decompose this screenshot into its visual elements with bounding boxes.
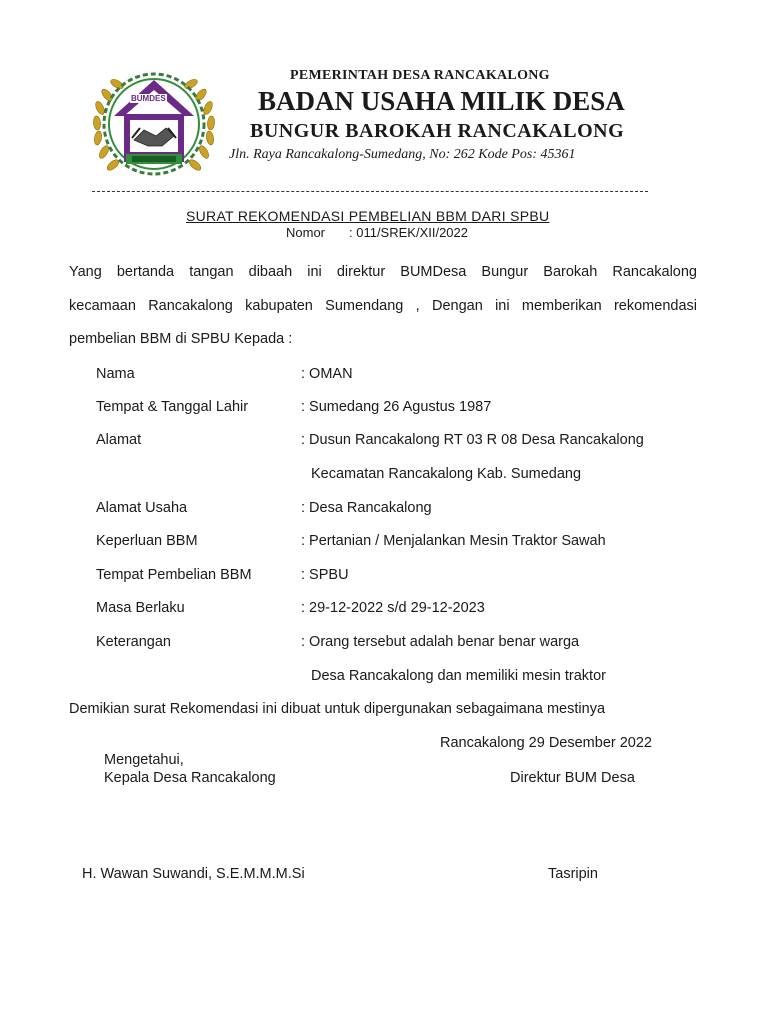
left-signatory-title: Kepala Desa Rancakalong [104,770,276,786]
letterhead-divider [92,191,648,192]
left-signatory-name: H. Wawan Suwandi, S.E.M.M.M.Si [82,866,305,882]
organization-title: BADAN USAHA MILIK DESA [258,86,625,116]
field-label-alamat-usaha: Alamat Usaha [96,500,188,516]
place-date: Rancakalong 29 Desember 2022 [440,735,652,751]
field-value-tempat-pembelian: : SPBU [301,567,349,583]
field-value-alamat: : Dusun Rancakalong RT 03 R 08 Desa Rancakalong [301,432,644,448]
field-value-masa-berlaku: : 29-12-2022 s/d 29-12-2023 [301,600,485,616]
intro-line: Yang bertanda tangan dibaah ini direktur BUMDesa Bungur Barokah Rancakalong [69,264,697,280]
closing-statement: Demikian surat Rekomendasi ini dibuat untuk dipergunakan sebagaimana mestinya [69,701,606,717]
field-value-keperluan: : Pertanian / Menjalankan Mesin Traktor Sawah [301,533,606,549]
intro-line: pembelian BBM di SPBU Kepada : [69,331,293,347]
document-title: SURAT REKOMENDASI PEMBELIAN BBM DARI SPBU [186,208,550,224]
field-value-alamat-usaha: : Desa Rancakalong [301,500,432,516]
field-value-keterangan: : Orang tersebut adalah benar benar warga [301,634,580,650]
nomor-label: Nomor [286,225,326,240]
nomor-value: : 011/SREK/XII/2022 [349,225,468,240]
intro-line: kecamaan Rancakalong kabupaten Sumendang , Dengan ini memberikan rekomendasi [69,298,697,314]
right-signatory-title: Direktur BUM Desa [510,770,635,786]
logo-wordmark: BUMDES [131,94,166,103]
government-heading: PEMERINTAH DESA RANCAKALONG [290,68,550,83]
bumdes-emblem-icon [84,66,224,186]
field-value-alamat-continuation: Kecamatan Rancakalong Kab. Sumedang [311,466,582,482]
field-value-nama: : OMAN [301,366,353,382]
acknowledgement-heading: Mengetahui, [104,752,184,768]
field-label-keterangan: Keterangan [96,634,171,650]
field-label-tempat-pembelian: Tempat Pembelian BBM [96,567,252,583]
right-signatory-name: Tasripin [548,866,598,882]
organization-address: Jln. Raya Rancakalong-Sumedang, No: 262 Kode Pos: 45361 [229,147,576,162]
field-label-alamat: Alamat [96,432,142,448]
field-label-masa-berlaku: Masa Berlaku [96,600,185,616]
field-label-ttl: Tempat & Tanggal Lahir [96,399,249,415]
organization-subtitle: BUNGUR BAROKAH RANCAKALONG [250,120,625,142]
field-value-ttl: : Sumedang 26 Agustus 1987 [301,399,492,415]
field-label-keperluan: Keperluan BBM [96,533,198,549]
field-value-keterangan-continuation: Desa Rancakalong dan memiliki mesin traktor [311,668,606,684]
field-label-nama: Nama [96,366,135,382]
